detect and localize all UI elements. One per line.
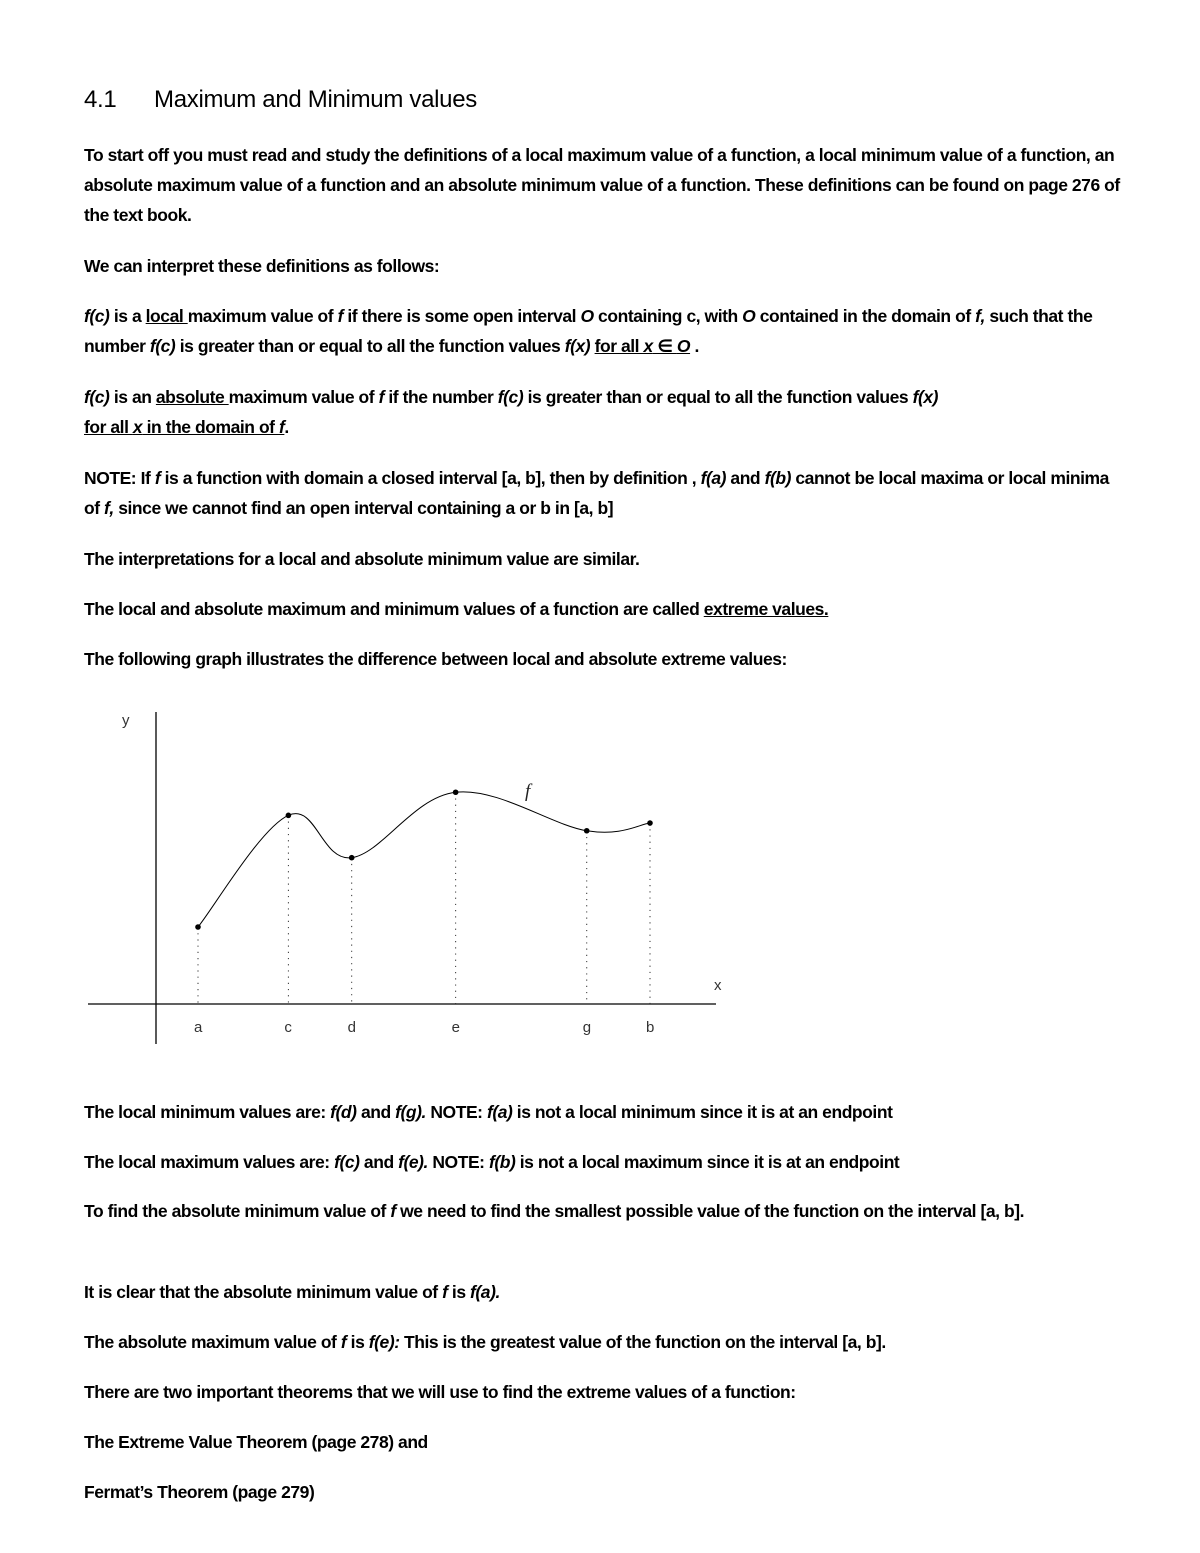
abs-max-result: The absolute maximum value of f is f(e): This is the greatest value of the function on the interval [a, b]. xyxy=(84,1332,886,1352)
local-min-values: The local minimum values are: f(d) and f(g). NOTE: f(a) is not a local minimum since it is at an endpoint xyxy=(84,1102,893,1122)
x-tick-label-d: d xyxy=(347,1019,357,1036)
graph-intro-paragraph: The following graph illustrates the difference between local and absolute extreme values: xyxy=(84,649,787,669)
intro-paragraph: To start off you must read and study the definitions of a local maximum value of a function, a local minimum value of a function, an absolute maximum value of a function and an absolute minimum value of a function. These definitions can be found on page 276 of the text book. xyxy=(84,145,1120,225)
fermat-theorem: Fermat’s Theorem (page 279) xyxy=(84,1482,315,1502)
y-axis-label: y xyxy=(122,712,130,729)
section-number: 4.1 xyxy=(84,86,117,113)
abs-min-method: To find the absolute minimum value of f we need to find the smallest possible value of the function on the interval [a, b]. xyxy=(84,1201,1024,1221)
section-title: Maximum and Minimum values xyxy=(154,86,477,113)
function-curve xyxy=(198,792,650,927)
interpret-paragraph: We can interpret these definitions as follows: xyxy=(84,256,440,276)
theorems-intro: There are two important theorems that we will use to find the extreme values of a function: xyxy=(84,1382,796,1402)
local-max-values: The local maximum values are: f(c) and f(e). NOTE: f(b) is not a local maximum since it is at an endpoint xyxy=(84,1152,900,1172)
minimum-similar-paragraph: The interpretations for a local and absolute minimum value are similar. xyxy=(84,549,640,569)
x-tick-label-e: e xyxy=(451,1019,460,1036)
x-tick-label-g: g xyxy=(582,1019,592,1036)
x-axis-label: x xyxy=(714,977,722,994)
x-tick-label-c: c xyxy=(284,1019,292,1036)
absolute-max-definition: f(c) is an absolute maximum value of f if the number f(c) is greater than or equal to all the function values f(x) for all x in the domain of f. xyxy=(84,387,939,437)
endpoint-note: NOTE: If f is a function with domain a closed interval [a, b], then by definition , f(a) and f(b) cannot be local maxima or local minima of f, since we cannot find an open interval containing a or b in [a, b] xyxy=(84,468,1109,518)
point-e xyxy=(453,789,459,795)
local-max-definition: f(c) is a local maximum value of f if there is some open interval O containing c, with O contained in the domain of f, such that the number f(c) is greater than or equal to all the function values f(x) for all x ∈ O . xyxy=(84,306,1093,356)
extreme-value-theorem: The Extreme Value Theorem (page 278) and xyxy=(84,1432,428,1452)
point-a xyxy=(195,924,201,930)
x-tick-label-a: a xyxy=(194,1019,203,1036)
point-g xyxy=(584,828,590,834)
extreme-values-paragraph: The local and absolute maximum and minimum values of a function are called extreme values. xyxy=(84,599,829,619)
function-label: f xyxy=(525,781,531,802)
point-b xyxy=(647,820,653,826)
point-c xyxy=(286,813,292,819)
x-tick-label-b: b xyxy=(646,1019,655,1036)
point-d xyxy=(349,855,355,861)
abs-min-result: It is clear that the absolute minimum value of f is f(a). xyxy=(84,1282,500,1302)
